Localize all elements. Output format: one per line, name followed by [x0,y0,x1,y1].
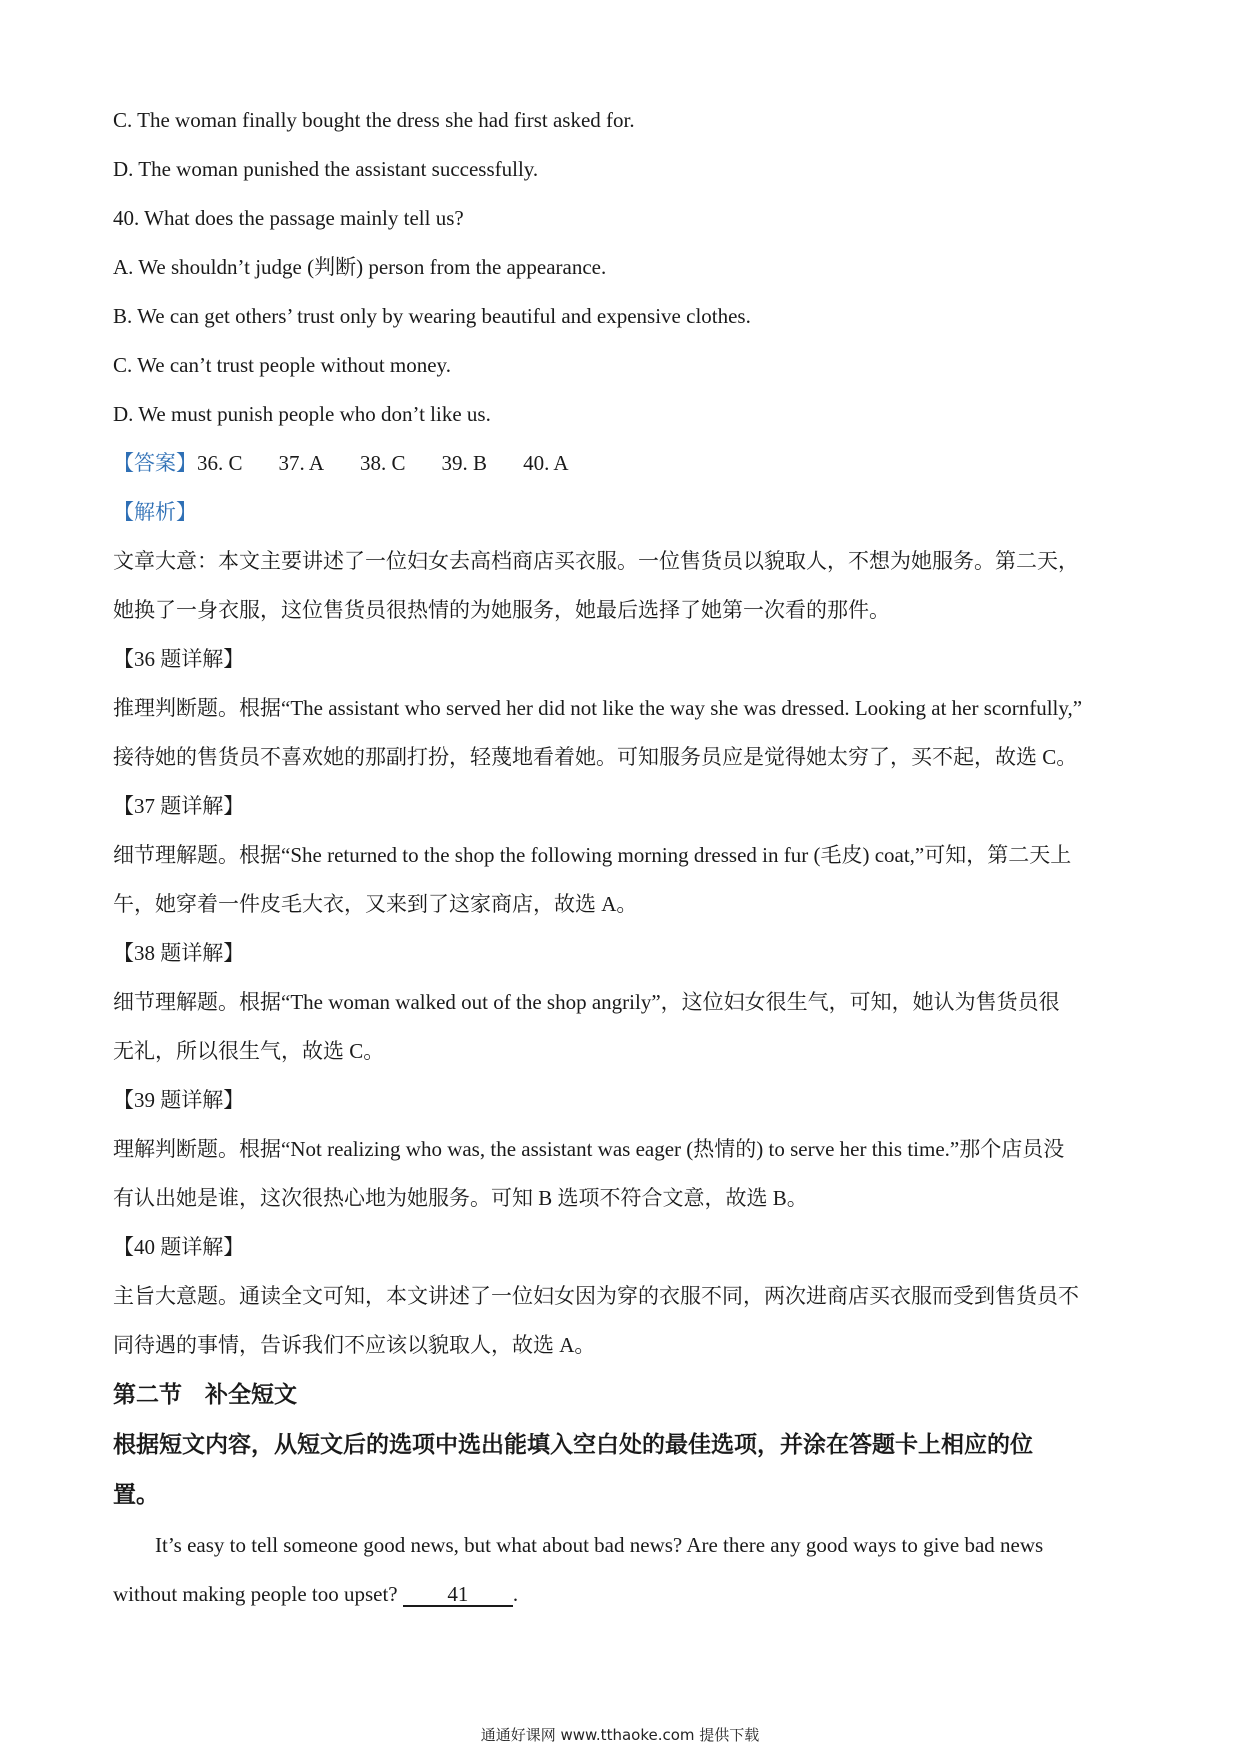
detail-text: 细节理解题。根据“The woman walked out of the shop angrily”，这位妇女很生气，可知，她认为售货员很 [113,990,1060,1014]
option-40d: D. We must punish people who don’t like us. [113,402,491,426]
detail-text: 理解判断题。根据“Not realizing who was, the assistant was eager (热情的) to serve her this time.”那个店员没 [113,1137,1065,1161]
detail-text: 主旨大意题。通读全文可知，本文讲述了一位妇女因为穿的衣服不同，两次进商店买衣服而受到售货员不 [113,1284,1079,1308]
summary-line: 她换了一身衣服，这位售货员很热情的为她服务，她最后选择了她第一次看的那件。 [113,598,890,622]
detail-title: 【40 题详解】 [113,1235,245,1259]
section-instruction: 置。 [113,1482,159,1507]
detail-title: 【39 题详解】 [113,1088,245,1112]
section-instruction: 根据短文内容，从短文后的选项中选出能填入空白处的最佳选项，并涂在答题卡上相应的位 [113,1432,1033,1457]
answer-item: 40. A [523,451,569,475]
answer-item: 38. C [360,451,406,475]
detail-title: 【38 题详解】 [113,941,245,965]
detail-text: 接待她的售货员不喜欢她的那副打扮，轻蔑地看着她。可知服务员应是觉得她太穷了，买不起，故选 C。 [113,745,1078,769]
answer-label: 【答案】 [113,451,197,475]
blank-41[interactable]: 41 [403,1583,513,1607]
detail-title: 【37 题详解】 [113,794,245,818]
detail-text: 午，她穿着一件皮毛大衣，又来到了这家商店，故选 A。 [113,892,638,916]
option-40a: A. We shouldn’t judge (判断) person from the appearance. [113,255,607,279]
passage-line [113,1579,518,1609]
detail-text: 细节理解题。根据“She returned to the shop the following morning dressed in fur (毛皮) coat,”可知，第二天上 [113,843,1072,867]
question-40: 40. What does the passage mainly tell us? [113,206,464,230]
answer-item: 39. B [441,451,488,475]
detail-text: 有认出她是谁，这次很热心地为她服务。可知 B 选项不符合文意，故选 B。 [113,1186,808,1210]
answer-item: 36. C [197,451,243,475]
footer-watermark: 通通好课网 www.tthaoke.com 提供下载 [480,1726,760,1744]
detail-text: 推理判断题。根据“The assistant who served her did not like the way she was dressed. Looking at her scornfully,” [113,696,1083,720]
summary-line: 文章大意：本文主要讲述了一位妇女去高档商店买衣服。一位售货员以貌取人，不想为她服务。第二天， [113,549,1079,573]
detail-text: 无礼，所以很生气，故选 C。 [113,1039,385,1063]
detail-text: 同待遇的事情，告诉我们不应该以貌取人，故选 A。 [113,1333,596,1357]
answer-item: 37. A [278,451,325,475]
option-40c: C. We can’t trust people without money. [113,353,451,377]
passage-text: without making people too upset? [113,1582,398,1606]
option-39d: D. The woman punished the assistant successfully. [113,157,539,181]
detail-title: 【36 题详解】 [113,647,245,671]
section-title: 第二节 补全短文 [113,1382,297,1407]
option-39c: C. The woman finally bought the dress she had first asked for. [113,108,635,132]
answer-line [113,448,569,478]
option-40b: B. We can get others’ trust only by wearing beautiful and expensive clothes. [113,304,751,328]
analysis-label: 【解析】 [113,500,197,524]
passage-line: It’s easy to tell someone good news, but what about bad news? Are there any good ways to give bad news [155,1533,1044,1557]
passage-text: . [512,1582,519,1606]
